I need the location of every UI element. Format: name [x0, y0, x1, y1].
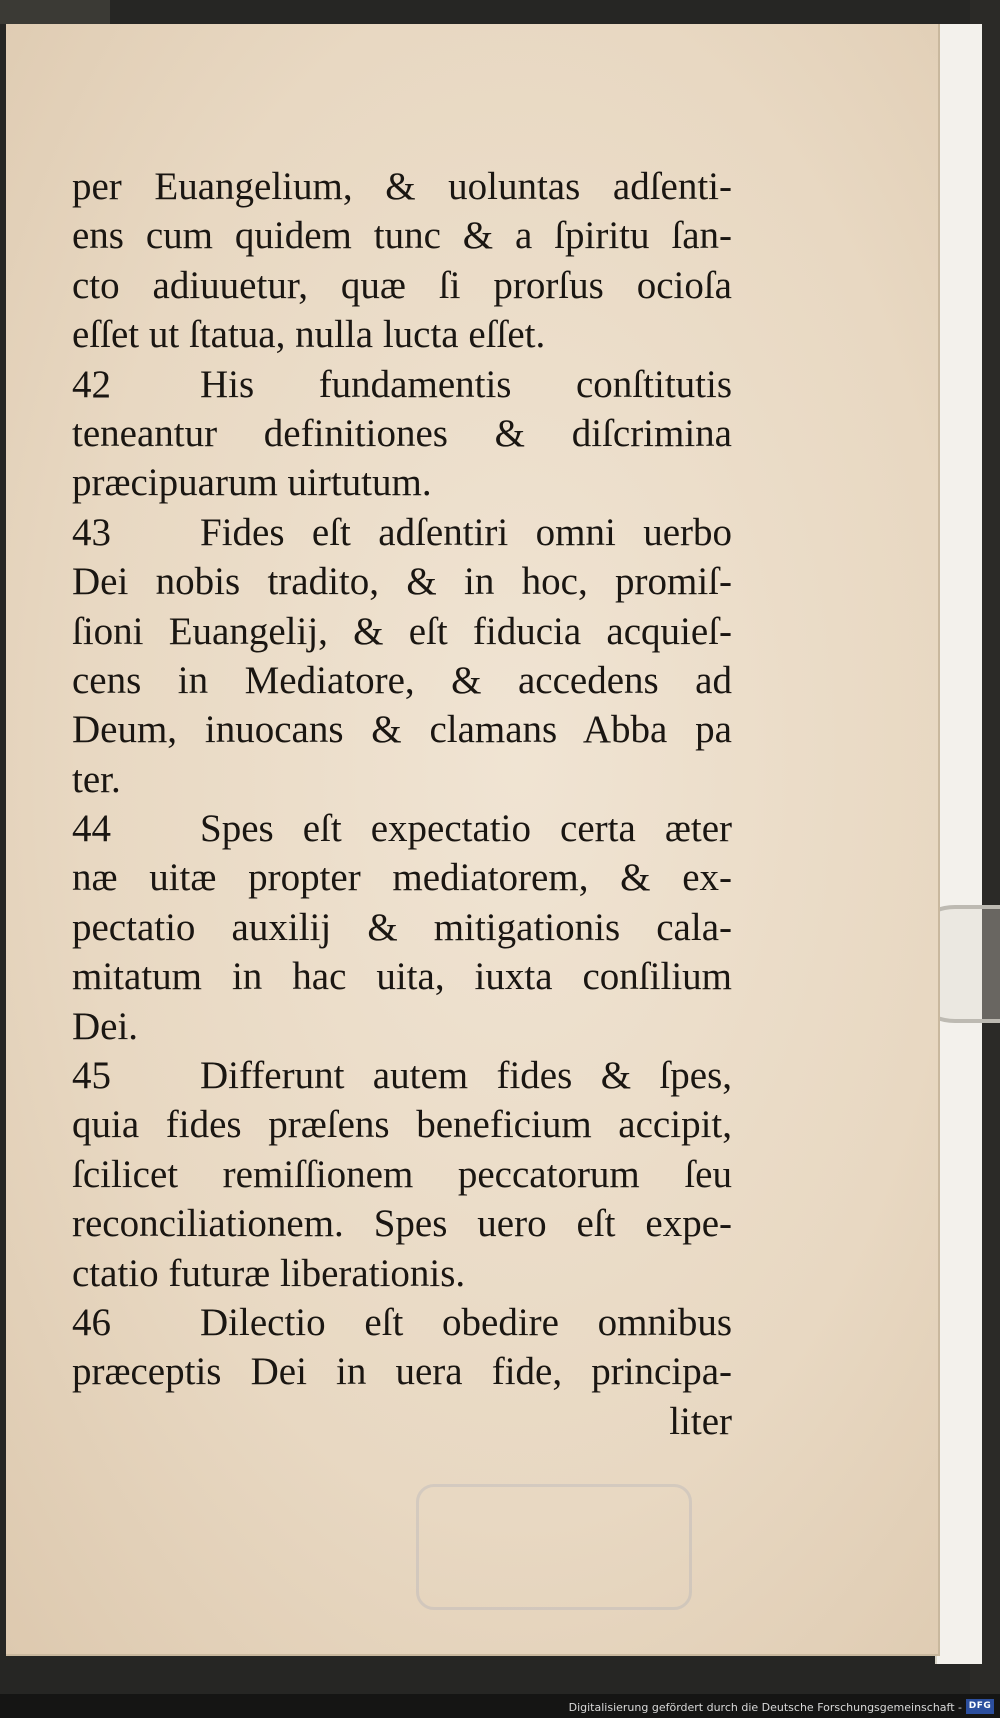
paragraph-44-first-line [72, 804, 732, 853]
text-line: cto adiuuetur, quæ ſi prorſus ocioſa [72, 263, 732, 307]
dfg-logo: DFG [966, 1699, 994, 1714]
section-number: 43 [72, 510, 111, 554]
text-line: præcipuarum uirtutum. [72, 461, 432, 505]
text-line: Dei nobis tradito, & in hoc, promiſ- [72, 560, 732, 604]
section-number: 42 [72, 362, 111, 406]
text-line: ſioni Euangelij, & eſt fiducia acquieſ- [72, 609, 732, 653]
faded-library-stamp [416, 1484, 692, 1610]
text-line: Dei. [72, 1004, 139, 1048]
section-number: 44 [72, 807, 111, 851]
text-line: ctatio futuræ liberationis. [72, 1251, 466, 1295]
paragraph-43-first-line [72, 508, 732, 557]
catchword: liter [669, 1399, 732, 1443]
text-line: per Euangelium, & uoluntas adſenti- [72, 165, 732, 208]
paragraph-42-first-line [72, 360, 732, 409]
section-number: 45 [72, 1054, 111, 1098]
page-text [72, 162, 732, 1446]
digitization-footer [0, 1694, 1000, 1718]
text-line: His fundamentis conſtitutis [200, 362, 732, 406]
text-line: præceptis Dei in uera fide, principa- [72, 1350, 732, 1394]
text-line: cens in Mediatore, & accedens ad [72, 658, 732, 702]
paragraph-46-first-line [72, 1298, 732, 1347]
paragraph-45-first-line [72, 1051, 732, 1100]
text-line: Differunt autem fides & ſpes, [200, 1054, 732, 1098]
book-page [6, 24, 940, 1656]
footer-credit: Digitalisierung gefördert durch die Deutsche Forschungsgemeinschaft - [568, 1701, 962, 1714]
text-line: reconciliationem. Spes uero eſt expe- [72, 1202, 732, 1246]
text-line: Dilectio eſt obedire omnibus [200, 1300, 732, 1344]
text-line: ens cum quidem tunc & a ſpiritu ſan- [72, 214, 732, 258]
text-line: ſcilicet remiſſionem peccatorum ſeu [72, 1152, 732, 1196]
text-line: Spes eſt expectatio certa æter [200, 807, 732, 851]
text-line: pectatio auxilij & mitigationis cala- [72, 905, 732, 949]
cover-board [935, 24, 982, 1664]
text-line: teneantur definitiones & diſcrimina [72, 411, 732, 455]
section-number: 46 [72, 1300, 111, 1344]
text-line: eſſet ut ſtatua, nulla lucta eſſet. [72, 313, 546, 357]
text-line: quia fides præſens beneficium accipit, [72, 1103, 732, 1147]
text-line: Deum, inuocans & clamans Abba pa [72, 708, 732, 752]
text-line: mitatum in hac uita, iuxta conſilium [72, 955, 732, 999]
binding-edge [0, 0, 110, 24]
text-line: ter. [72, 757, 121, 801]
text-line: næ uitæ propter mediatorem, & ex- [72, 856, 732, 900]
text-line: Fides eſt adſentiri omni uerbo [200, 510, 732, 554]
